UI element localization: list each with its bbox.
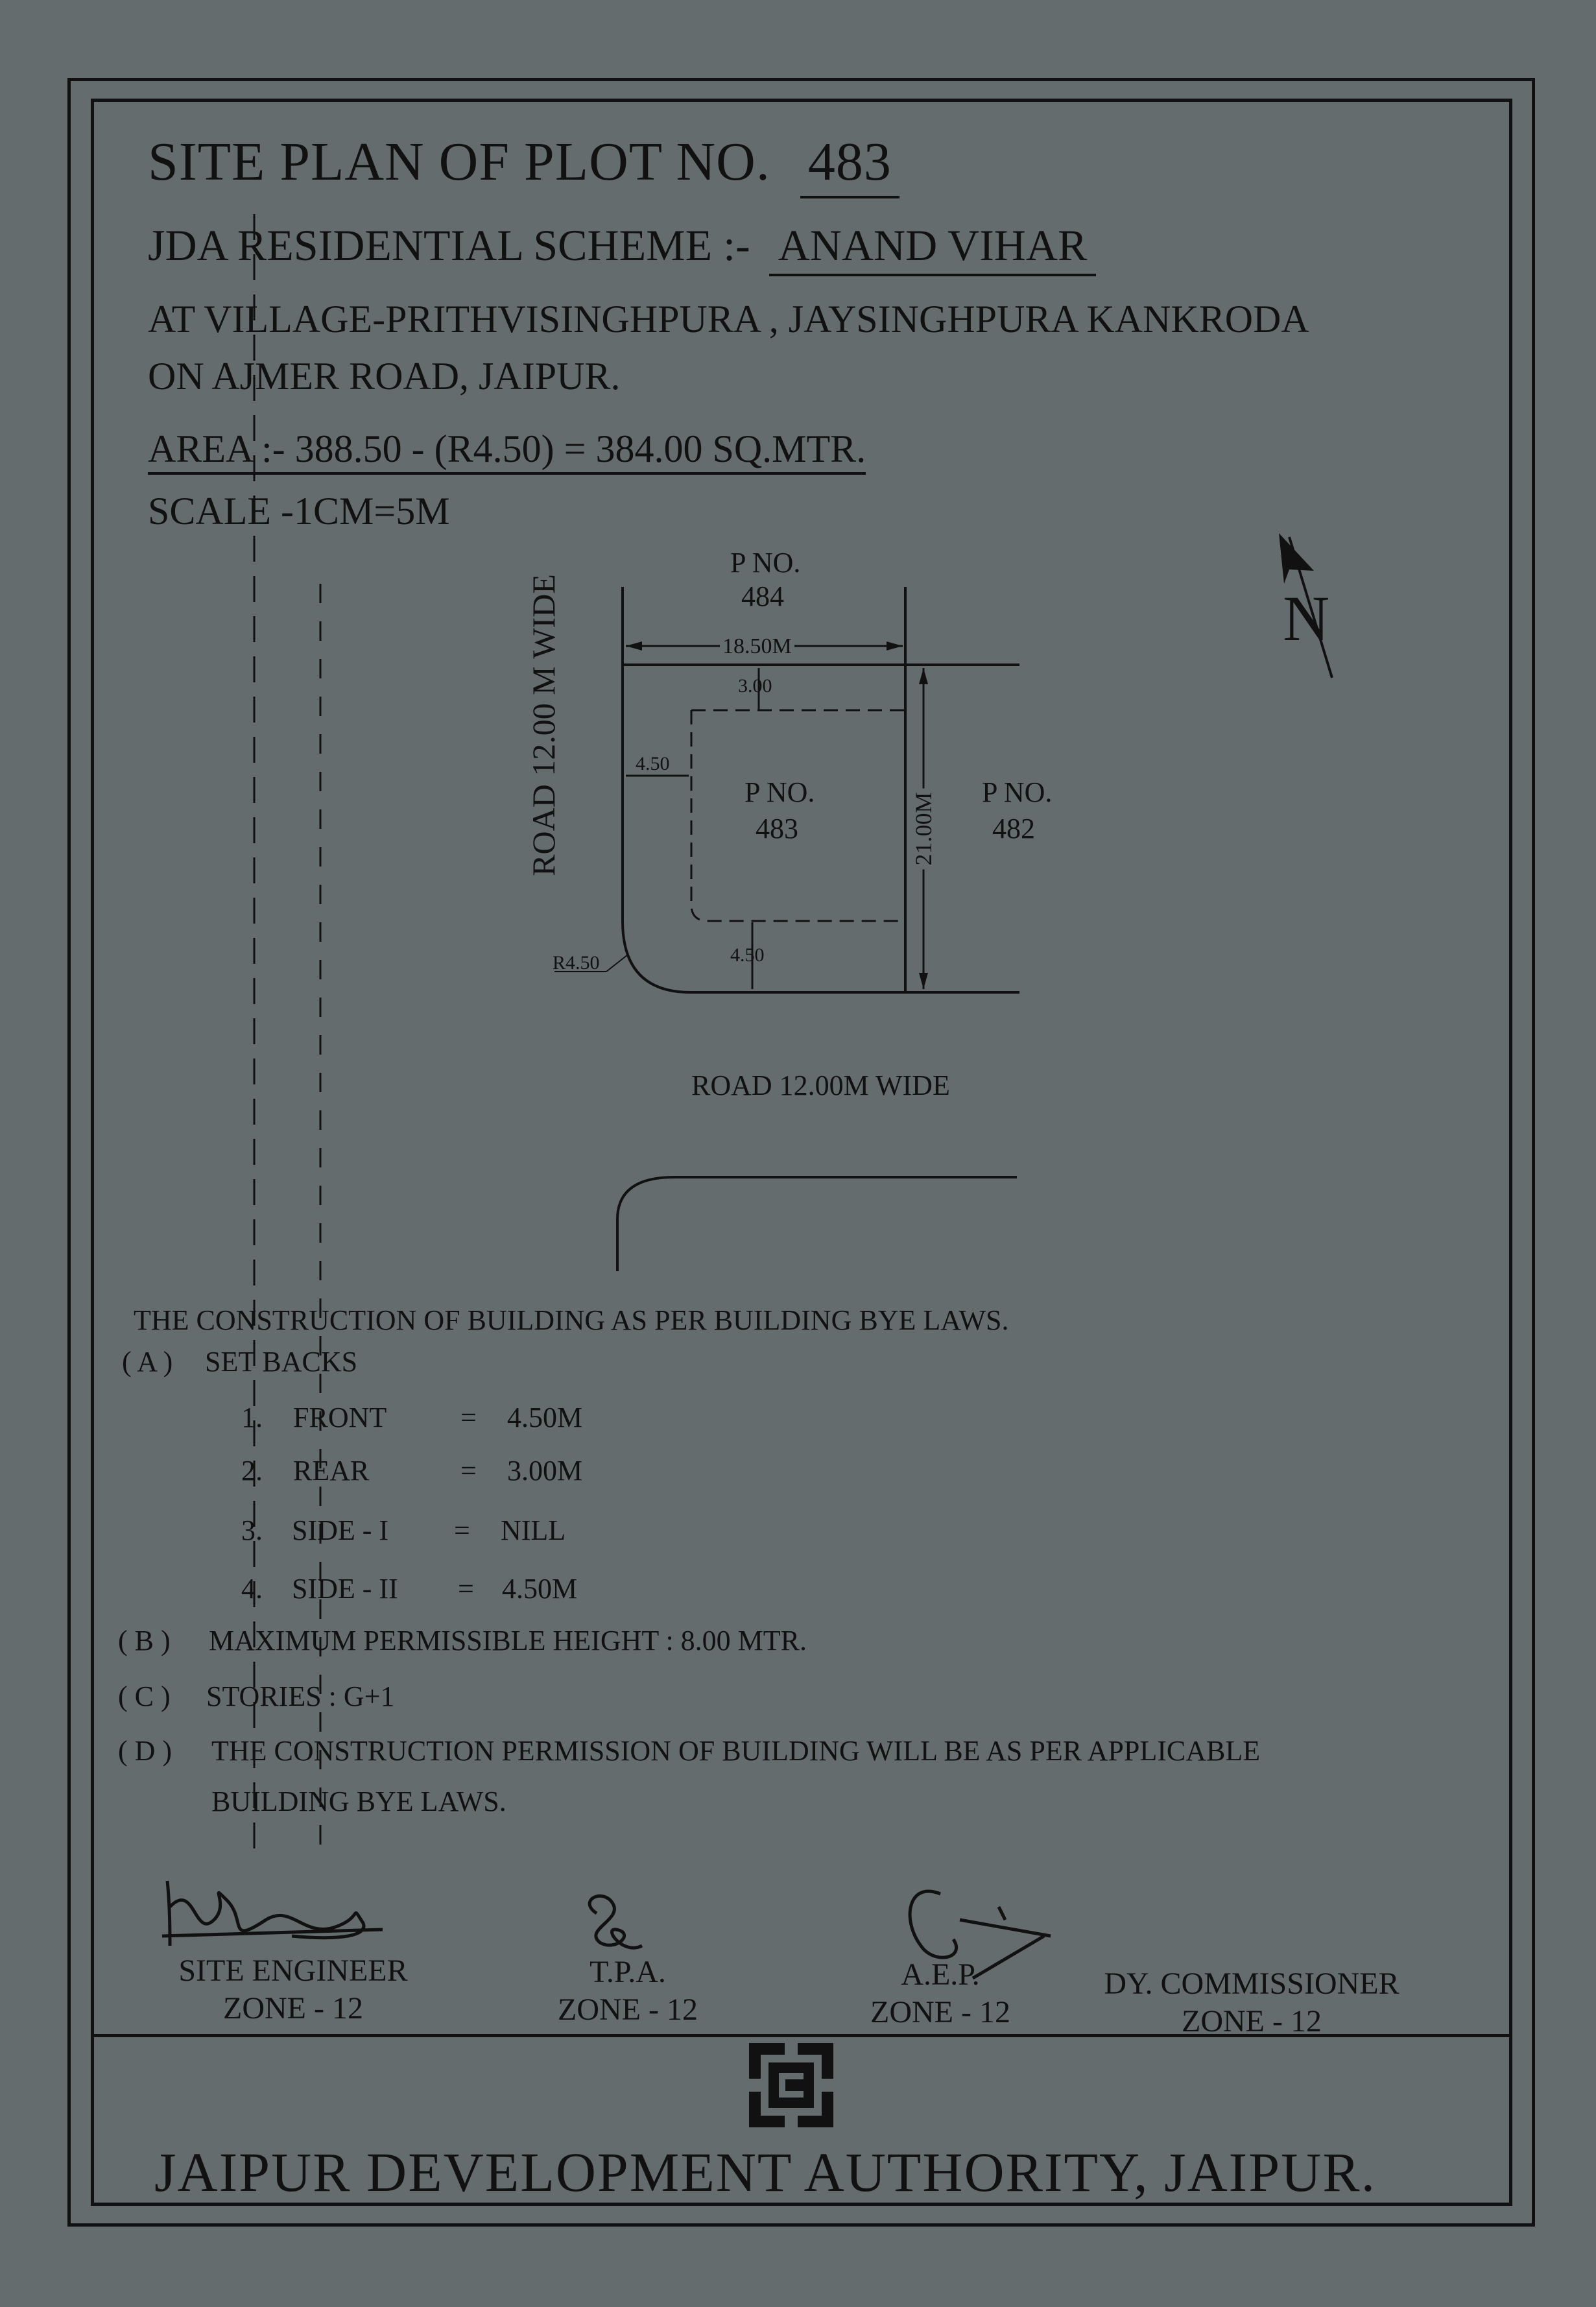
notes-intro: THE CONSTRUCTION OF BUILDING AS PER BUILDING BYE LAWS. [134,1304,1009,1336]
sig-zone: ZONE - 12 [1182,2003,1322,2038]
plot-484-number: 484 [741,580,784,612]
sig-title: SITE ENGINEER [178,1954,408,1988]
setback-num: 1. [241,1402,263,1433]
road-south-label: ROAD 12.00M WIDE [691,1070,950,1101]
setback-value: 4.50M [507,1402,583,1433]
setback-name: REAR [293,1455,370,1487]
sig-title: DY. COMMISSIONER [1104,1966,1399,2001]
note-c-text: STORIES : G+1 [206,1680,395,1712]
setback-eq: = [460,1455,477,1487]
note-d-label: ( D ) [118,1735,173,1767]
plot-484-label: P NO. [730,547,801,579]
sig-title: A.E.P. [901,1957,980,1992]
note-c-label: ( C ) [118,1680,171,1712]
sig-zone: ZONE - 12 [558,1992,698,2027]
setback-num: 2. [241,1455,263,1487]
setback-num: 4. [241,1573,263,1605]
note-d-text-line-1: THE CONSTRUCTION PERMISSION OF BUILDING WILL BE AS PER APPLICABLE [211,1735,1261,1767]
location-line-1: AT VILLAGE-PRITHVISINGHPURA , JAYSINGHPURA KANKRODA [148,298,1309,341]
north-label: N [1283,582,1330,654]
setback-name: SIDE - II [292,1573,398,1605]
plot-483-label: P NO. [744,776,815,808]
setback-name: SIDE - I [292,1514,389,1546]
depth-dimension: 21.00M [912,788,935,869]
note-b-text: MAXIMUM PERMISSIBLE HEIGHT : 8.00 MTR. [209,1625,807,1656]
setback-value: 3.00M [507,1455,583,1487]
setback-left: 4.50 [636,753,670,774]
width-dimension: 18.50M [720,636,794,658]
setback-name: FRONT [293,1402,387,1433]
area-line: AREA :- 388.50 - (R4.50) = 384.00 SQ.MTR. [148,429,866,475]
setback-eq: = [458,1573,474,1605]
plot-number: 483 [800,132,899,198]
plot-482-label: P NO. [982,776,1053,808]
sig-zone: ZONE - 12 [223,1990,363,2026]
authority-name: JAIPUR DEVELOPMENT AUTHORITY, JAIPUR. [154,2141,1377,2203]
note-d-text-line-2: BUILDING BYE LAWS. [211,1786,506,1817]
corner-radius: R4.50 [553,952,600,974]
sig-zone: ZONE - 12 [870,1994,1010,2029]
road-west-label: ROAD 12.00 M WIDE [525,574,562,876]
setback-bottom: 4.50 [730,944,765,966]
note-b-label: ( B ) [118,1625,171,1656]
plot-482-number: 482 [992,813,1035,844]
note-a-label: ( A ) [122,1346,173,1378]
sig-title: T.P.A. [590,1955,666,1989]
scheme-prefix: JDA RESIDENTIAL SCHEME :- [148,221,750,270]
setback-top: 3.00 [738,675,772,697]
location-line-2: ON AJMER ROAD, JAIPUR. [148,355,621,398]
setback-value: NILL [501,1514,566,1546]
note-a-text: SET BACKS [205,1346,358,1378]
scale-line: SCALE -1CM=5M [148,490,450,532]
setback-value: 4.50M [502,1573,578,1605]
setback-eq: = [460,1402,477,1433]
title-prefix: SITE PLAN OF PLOT NO. [148,132,770,192]
setback-num: 3. [241,1514,263,1546]
scheme-name: ANAND VIHAR [769,221,1097,276]
setback-eq: = [454,1514,470,1546]
plot-483-number: 483 [756,813,798,844]
